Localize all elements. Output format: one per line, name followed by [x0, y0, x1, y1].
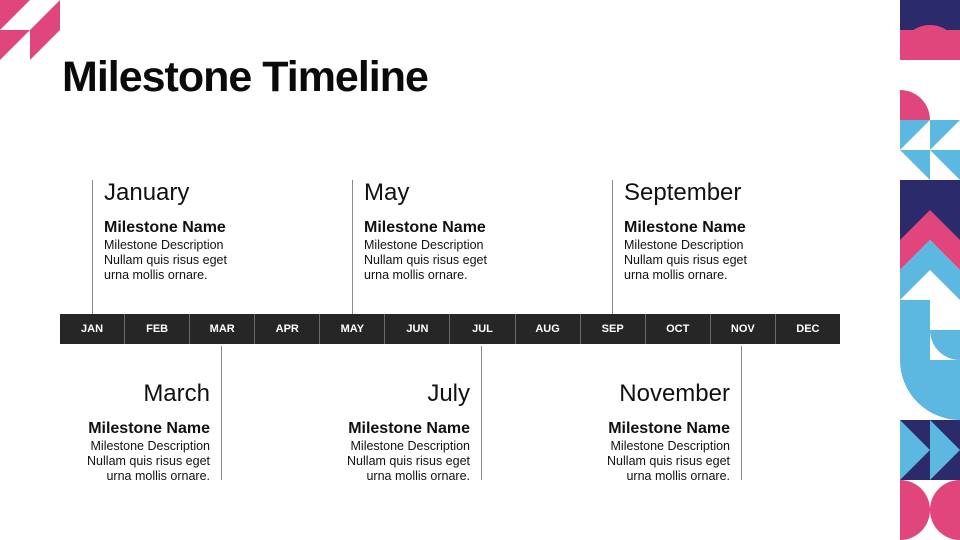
milestone-connector	[92, 180, 93, 314]
milestone-description: Nullam quis risus eget	[347, 454, 470, 469]
milestone-description: urna mollis ornare.	[626, 469, 730, 484]
milestone-description: urna mollis ornare.	[364, 268, 468, 283]
month-bar	[60, 314, 840, 344]
corner-triangles-decoration	[0, 0, 62, 62]
milestone-month: November	[619, 380, 730, 407]
milestone-top-3	[612, 180, 762, 282]
milestone-description: Milestone Description	[624, 238, 744, 253]
milestone-connector	[221, 346, 222, 480]
milestone-bottom-3	[592, 346, 742, 483]
milestone-connector	[741, 346, 742, 480]
milestone-description: urna mollis ornare.	[106, 469, 210, 484]
milestone-description: Milestone Description	[350, 439, 470, 454]
milestone-month: March	[143, 380, 210, 407]
milestone-bottom-2	[332, 346, 482, 483]
milestone-name: Milestone Name	[364, 219, 486, 236]
milestone-description: urna mollis ornare.	[624, 268, 728, 283]
milestone-name: Milestone Name	[608, 420, 730, 437]
milestone-month: January	[104, 179, 190, 206]
milestone-description: Milestone Description	[364, 238, 484, 253]
milestone-name: Milestone Name	[104, 219, 226, 236]
month-apr: APR	[254, 314, 319, 344]
month-oct: OCT	[645, 314, 710, 344]
month-dec: DEC	[775, 314, 840, 344]
milestone-description: urna mollis ornare.	[366, 469, 470, 484]
milestone-bottom-1	[72, 346, 222, 483]
milestone-connector	[352, 180, 353, 314]
month-may: MAY	[319, 314, 384, 344]
milestone-description: Milestone Description	[610, 439, 730, 454]
month-nov: NOV	[710, 314, 775, 344]
milestone-description: Nullam quis risus eget	[364, 253, 487, 268]
milestone-top-2	[352, 180, 502, 282]
milestone-description: Nullam quis risus eget	[607, 454, 730, 469]
milestone-name: Milestone Name	[88, 420, 210, 437]
milestone-description: Nullam quis risus eget	[624, 253, 747, 268]
side-geometric-pattern	[900, 0, 960, 540]
milestone-connector	[481, 346, 482, 480]
milestone-description: Nullam quis risus eget	[104, 253, 227, 268]
milestone-month: September	[624, 179, 742, 206]
month-mar: MAR	[189, 314, 254, 344]
milestone-description: Milestone Description	[104, 238, 224, 253]
month-jan: JAN	[81, 323, 104, 335]
month-sep: SEP	[580, 314, 645, 344]
month-aug: AUG	[515, 314, 580, 344]
milestone-name: Milestone Name	[348, 420, 470, 437]
month-jun: JUN	[384, 314, 449, 344]
milestone-name: Milestone Name	[624, 219, 746, 236]
milestone-month: May	[364, 179, 410, 206]
milestone-description: urna mollis ornare.	[104, 268, 208, 283]
month-feb: FEB	[124, 314, 189, 344]
milestone-month: July	[427, 380, 470, 407]
page-title: Milestone Timeline	[62, 53, 428, 101]
milestone-top-1	[92, 180, 242, 282]
milestone-description: Nullam quis risus eget	[87, 454, 210, 469]
milestone-connector	[612, 180, 613, 314]
month-jul: JUL	[449, 314, 514, 344]
milestone-description: Milestone Description	[90, 439, 210, 454]
